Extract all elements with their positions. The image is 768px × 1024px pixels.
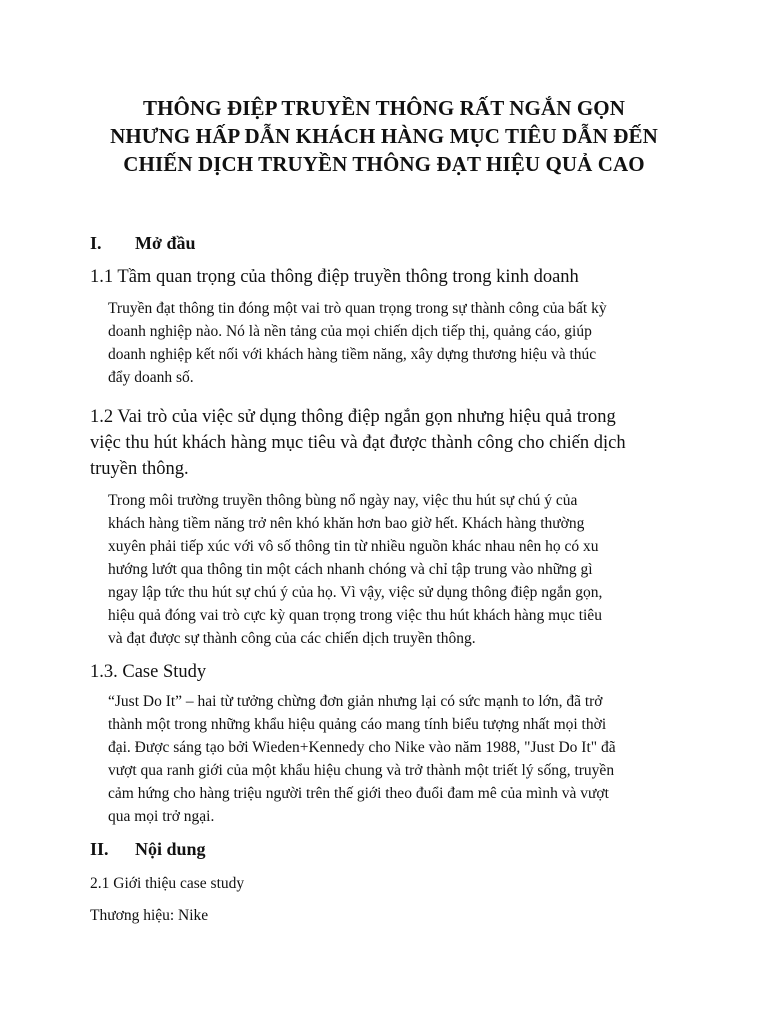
heading-line: truyền thông. [90, 459, 189, 479]
paragraph-line: hướng lướt qua thông tin một cách nhanh chóng và chỉ tập trung vào những gì [108, 561, 593, 578]
heading-line: 1.1 Tầm quan trọng của thông điệp truyền thông trong kinh doanh [90, 267, 579, 287]
paragraph-line: thành một trong những khẩu hiệu quảng cáo mang tính biểu tượng nhất mọi thời [108, 716, 607, 733]
paragraph-line: xuyên phải tiếp xúc với vô số thông tin từ nhiều nguồn khác nhau nên họ có xu [108, 538, 599, 555]
heading-line: 1.3. Case Study [90, 662, 207, 682]
paragraph-line: ngay lập tức thu hút sự chú ý của họ. Vì vậy, việc sử dụng thông điệp ngắn gọn, [108, 584, 603, 601]
paragraph-line: vượt qua ranh giới của một khẩu hiệu chung và trở thành một triết lý sống, truyền [108, 762, 615, 779]
subsection-heading-2-1: 2.1 Giới thiệu case study [90, 875, 245, 892]
subsection-heading-1-3 [90, 659, 206, 685]
document-title [80, 94, 688, 178]
paragraph-line: doanh nghiệp nào. Nó là nền tảng của mọi chiến dịch tiếp thị, quảng cáo, giúp [108, 323, 592, 340]
paragraph-line: “Just Do It” – hai từ tưởng chừng đơn giản nhưng lại có sức mạnh to lớn, đã trở [108, 693, 603, 710]
heading-line: 1.2 Vai trò của việc sử dụng thông điệp ngắn gọn nhưng hiệu quả trong [90, 407, 616, 427]
title-line: THÔNG ĐIỆP TRUYỀN THÔNG RẤT NGẮN GỌN [142, 96, 625, 120]
section-title: Nội dung [135, 839, 206, 859]
subsection-heading-1-1 [90, 264, 579, 290]
paragraph-1-3 [108, 690, 616, 828]
paragraph-line: khách hàng tiềm năng trở nên khó khăn hơn bao giờ hết. Khách hàng thường [108, 515, 585, 532]
section-number: I. [90, 233, 102, 253]
paragraph-line: và đạt được sự thành công của các chiến dịch truyền thông. [108, 630, 476, 647]
paragraph-line: đại. Được sáng tạo bởi Wieden+Kennedy cho Nike vào năm 1988, "Just Do It" đã [108, 739, 616, 756]
paragraph-line: Trong môi trường truyền thông bùng nổ ngày nay, việc thu hút sự chú ý của [108, 492, 578, 509]
paragraph-line: Truyền đạt thông tin đóng một vai trò quan trọng trong sự thành công của bất kỳ [108, 300, 607, 317]
section-title: Mở đầu [135, 233, 196, 253]
subsection-heading-1-2 [90, 404, 626, 482]
paragraph-1-2 [108, 489, 602, 650]
paragraph-line: doanh nghiệp kết nối với khách hàng tiềm năng, xây dựng thương hiệu và thúc [108, 346, 597, 363]
paragraph-1-1 [108, 297, 607, 389]
title-line: NHƯNG HẤP DẪN KHÁCH HÀNG MỤC TIÊU DẪN ĐẾN [110, 124, 658, 148]
paragraph-line: hiệu quả đóng vai trò cực kỳ quan trọng trong việc thu hút khách hàng mục tiêu [108, 607, 602, 624]
section-number: II. [90, 839, 109, 859]
title-line: CHIẾN DỊCH TRUYỀN THÔNG ĐẠT HIỆU QUẢ CAO [123, 152, 645, 176]
paragraph-line: đẩy doanh số. [108, 369, 194, 386]
brand-line: Thương hiệu: Nike [90, 907, 209, 924]
heading-line: việc thu hút khách hàng mục tiêu và đạt được thành công cho chiến dịch [90, 433, 626, 453]
paragraph-line: cảm hứng cho hàng triệu người trên thế giới theo đuổi đam mê của mình và vượt [108, 785, 609, 802]
paragraph-line: qua mọi trở ngại. [108, 808, 215, 825]
